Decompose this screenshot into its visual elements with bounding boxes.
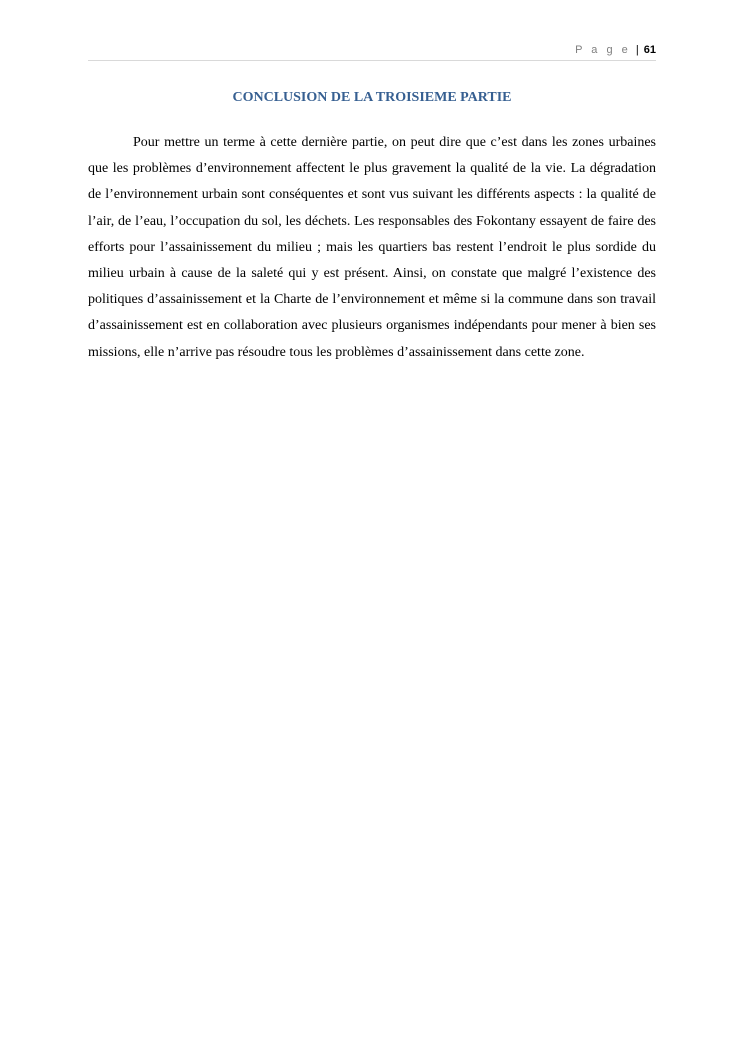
- page-word: P a g e: [575, 44, 631, 56]
- body-paragraph: Pour mettre un terme à cette dernière partie, on peut dire que c’est dans les zones urbaines que les problèmes d’environnement affectent le plus gravement la qualité de la vie. La dégradation de l’environnement urbain sont conséquentes et sont vus suivant les différents aspects : la qualité de l’air, de l’eau, l’occupation du sol, les déchets. Les responsables des Fokontany essayent de faire des efforts pour l’assainissement du milieu ; mais les quartiers bas restent l’endroit le plus sordide du milieu urbain à cause de la saleté qui y est présent. Ainsi, on constate que malgré l’existence des politiques d’assainissement et la Charte de l’environnement et même si la commune dans son travail d’assainissement est en collaboration avec plusieurs organismes indépendants pour mener à bien ses missions, elle n’arrive pas résoudre tous les problèmes d’assainissement dans cette zone.: [88, 135, 656, 360]
- section-title: CONCLUSION DE LA TROISIEME PARTIE: [232, 90, 512, 105]
- page-separator: |: [635, 44, 639, 56]
- page-number-label: [575, 44, 656, 56]
- page-header: [88, 40, 656, 61]
- page-number: 61: [643, 44, 656, 56]
